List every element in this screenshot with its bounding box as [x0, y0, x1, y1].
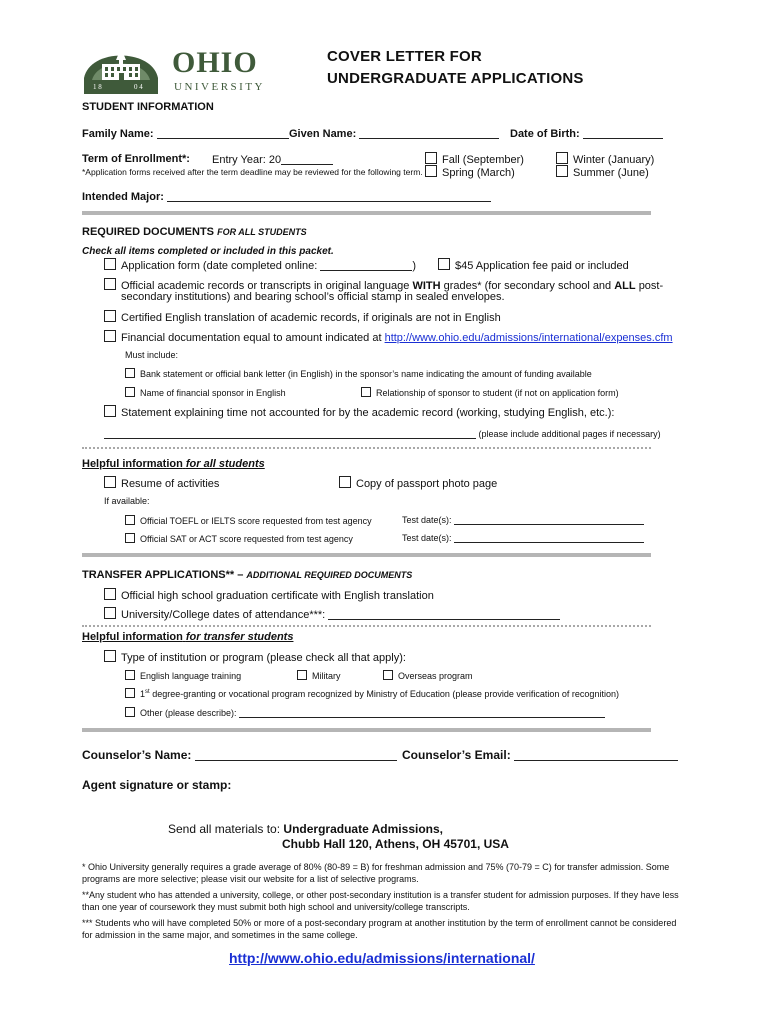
counselor-name-label: Counselor’s Name: — [82, 748, 397, 762]
page-title — [327, 46, 584, 90]
counselor-name-field[interactable] — [195, 749, 397, 761]
english-training-item[interactable]: English language training — [125, 670, 241, 681]
sat-item[interactable]: Official SAT or ACT score requested from test agency — [125, 533, 353, 544]
certificate-checkbox[interactable] — [104, 588, 116, 600]
app-form-date-field[interactable] — [320, 259, 412, 271]
required-docs-heading: REQUIRED DOCUMENTS FOR ALL STUDENTS — [82, 226, 307, 238]
records-item-line2: secondary institutions) and bearing school’s official stamp in sealed envelopes. — [121, 291, 505, 303]
toefl-item[interactable]: Official TOEFL or IELTS score requested from test agency — [125, 515, 372, 526]
statement-field[interactable] — [104, 427, 476, 439]
major-label: Intended Major: — [82, 190, 491, 203]
passport-item[interactable]: Copy of passport photo page — [339, 476, 497, 490]
institution-type-item[interactable]: Type of institution or program (please check all that apply): — [104, 650, 406, 664]
transfer-heading: TRANSFER APPLICATIONS** – ADDITIONAL REQUIRED DOCUMENTS — [82, 569, 413, 581]
logo-year-right: 0 4 — [134, 83, 143, 91]
logo-subname: UNIVERSITY — [174, 81, 265, 93]
attendance-checkbox[interactable] — [104, 607, 116, 619]
relationship-checkbox[interactable] — [361, 387, 371, 397]
financial-checkbox[interactable] — [104, 330, 116, 342]
fee-checkbox[interactable] — [438, 258, 450, 270]
logo-year-left: 1 8 — [93, 83, 102, 91]
dotted-divider — [82, 447, 651, 449]
if-available-label: If available: — [104, 496, 150, 506]
sponsor-name-checkbox[interactable] — [125, 387, 135, 397]
term-winter-option[interactable]: Winter (January) — [556, 152, 654, 166]
expenses-link[interactable]: http://www.ohio.edu/admissions/international/expenses.cfm — [384, 332, 673, 344]
family-name-field[interactable] — [157, 127, 289, 139]
dob-label: Date of Birth: — [510, 127, 663, 140]
toefl-test-dates: Test date(s): — [402, 515, 644, 525]
title-line-1: COVER LETTER FOR — [327, 48, 482, 65]
other-field[interactable] — [239, 708, 605, 718]
bank-checkbox[interactable] — [125, 368, 135, 378]
other-checkbox[interactable] — [125, 707, 135, 717]
dob-field[interactable] — [583, 127, 663, 139]
section-divider-2 — [82, 553, 651, 557]
send-materials: Send all materials to: Undergraduate Admissions, — [168, 822, 443, 836]
resume-checkbox[interactable] — [104, 476, 116, 488]
military-item[interactable]: Military — [297, 670, 341, 681]
title-line-2: UNDERGRADUATE APPLICATIONS — [327, 70, 584, 87]
term-fall-option[interactable]: Fall (September) — [425, 152, 524, 166]
entry-year-field[interactable] — [281, 153, 333, 165]
financial-item[interactable]: Financial documentation equal to amount indicated at http://www.ohio.edu/admissions/international/expenses.cfm — [104, 330, 673, 344]
footer-link[interactable]: http://www.ohio.edu/admissions/international/ — [229, 950, 535, 966]
logo-name: OHIO — [172, 46, 258, 79]
summer-checkbox[interactable] — [556, 165, 568, 177]
app-form-item[interactable]: Application form (date completed online: ) — [104, 258, 416, 272]
given-name-label: Given Name: — [289, 127, 499, 140]
english-training-checkbox[interactable] — [125, 670, 135, 680]
overseas-checkbox[interactable] — [383, 670, 393, 680]
note-completed-program: *** Students who will have completed 50% or more of a post-secondary program at another institution by the term of enrollment cannot be considered for admission in the same major, and sometimes in the same college. — [82, 918, 677, 940]
relationship-item[interactable]: Relationship of sponsor to student (if not on application form) — [361, 387, 619, 398]
entry-year-label: Entry Year: 20 — [212, 153, 333, 166]
section-divider-3 — [82, 728, 651, 732]
sat-test-dates: Test date(s): — [402, 533, 644, 543]
resume-item[interactable]: Resume of activities — [104, 476, 219, 490]
spring-checkbox[interactable] — [425, 165, 437, 177]
overseas-item[interactable]: Overseas program — [383, 670, 473, 681]
attendance-field[interactable] — [328, 608, 560, 620]
agent-signature-label: Agent signature or stamp: — [82, 778, 232, 792]
counselor-email-label: Counselor’s Email: — [402, 748, 678, 762]
attendance-item[interactable]: University/College dates of attendance***: — [104, 607, 560, 621]
term-label: Term of Enrollment*: — [82, 153, 190, 165]
certificate-item[interactable]: Official high school graduation certificate with English translation — [104, 588, 434, 602]
major-field[interactable] — [167, 190, 491, 202]
records-item[interactable]: Official academic records or transcripts in original language WITH grades* (for secondary school and ALL post- — [104, 278, 663, 292]
send-address: Chubb Hall 120, Athens, OH 45701, USA — [282, 837, 509, 851]
fee-item[interactable]: $45 Application fee paid or included — [438, 258, 629, 272]
ohio-university-logo — [80, 40, 275, 96]
passport-checkbox[interactable] — [339, 476, 351, 488]
winter-checkbox[interactable] — [556, 152, 568, 164]
must-include-label: Must include: — [125, 350, 179, 360]
app-form-checkbox[interactable] — [104, 258, 116, 270]
toefl-dates-field[interactable] — [454, 515, 644, 525]
degree-program-item[interactable]: 1st degree-granting or vocational program recognized by Ministry of Education (please provide verification of recognition) — [125, 688, 619, 699]
counselor-email-field[interactable] — [514, 749, 678, 761]
translation-checkbox[interactable] — [104, 310, 116, 322]
sat-checkbox[interactable] — [125, 533, 135, 543]
helpful-transfer-heading: Helpful information for transfer students — [82, 631, 294, 643]
student-info-heading: STUDENT INFORMATION — [82, 101, 214, 113]
check-note: Check all items completed or included in this packet. — [82, 246, 334, 257]
statement-line: (please include additional pages if necessary) — [104, 427, 661, 439]
institution-type-checkbox[interactable] — [104, 650, 116, 662]
helpful-all-heading: Helpful information for all students — [82, 458, 265, 470]
sponsor-name-item[interactable]: Name of financial sponsor in English — [125, 387, 286, 398]
statement-item[interactable]: Statement explaining time not accounted for by the academic record (working, studying English, etc.): — [104, 405, 614, 419]
term-spring-option[interactable]: Spring (March) — [425, 165, 515, 179]
dotted-divider-2 — [82, 625, 651, 627]
bank-item[interactable]: Bank statement or official bank letter (in English) in the sponsor’s name indicating the amount of funding available — [125, 368, 592, 379]
term-summer-option[interactable]: Summer (June) — [556, 165, 649, 179]
family-name-label: Family Name: — [82, 127, 289, 140]
other-item[interactable]: Other (please describe): — [125, 707, 605, 718]
degree-program-checkbox[interactable] — [125, 688, 135, 698]
section-divider — [82, 211, 651, 215]
note-grade-average: * Ohio University generally requires a grade average of 80% (80-89 = B) for freshman admission and 75% (70-79 = C) for transfer admission. Some programs are more selective; please visit our website for a list of selective programs. — [82, 862, 670, 884]
military-checkbox[interactable] — [297, 670, 307, 680]
given-name-field[interactable] — [359, 127, 499, 139]
sat-dates-field[interactable] — [454, 533, 644, 543]
term-note: *Application forms received after the term deadline may be reviewed for the following term. — [82, 167, 423, 177]
records-checkbox[interactable] — [104, 278, 116, 290]
toefl-checkbox[interactable] — [125, 515, 135, 525]
statement-checkbox[interactable] — [104, 405, 116, 417]
fall-checkbox[interactable] — [425, 152, 437, 164]
note-transfer-definition: **Any student who has attended a university, college, or other post-secondary institution is a transfer student for admission purposes. If they have less than one year of coursework they must submit both high school and university/college transcripts. — [82, 890, 679, 912]
translation-item[interactable]: Certified English translation of academic records, if originals are not in English — [104, 310, 501, 324]
